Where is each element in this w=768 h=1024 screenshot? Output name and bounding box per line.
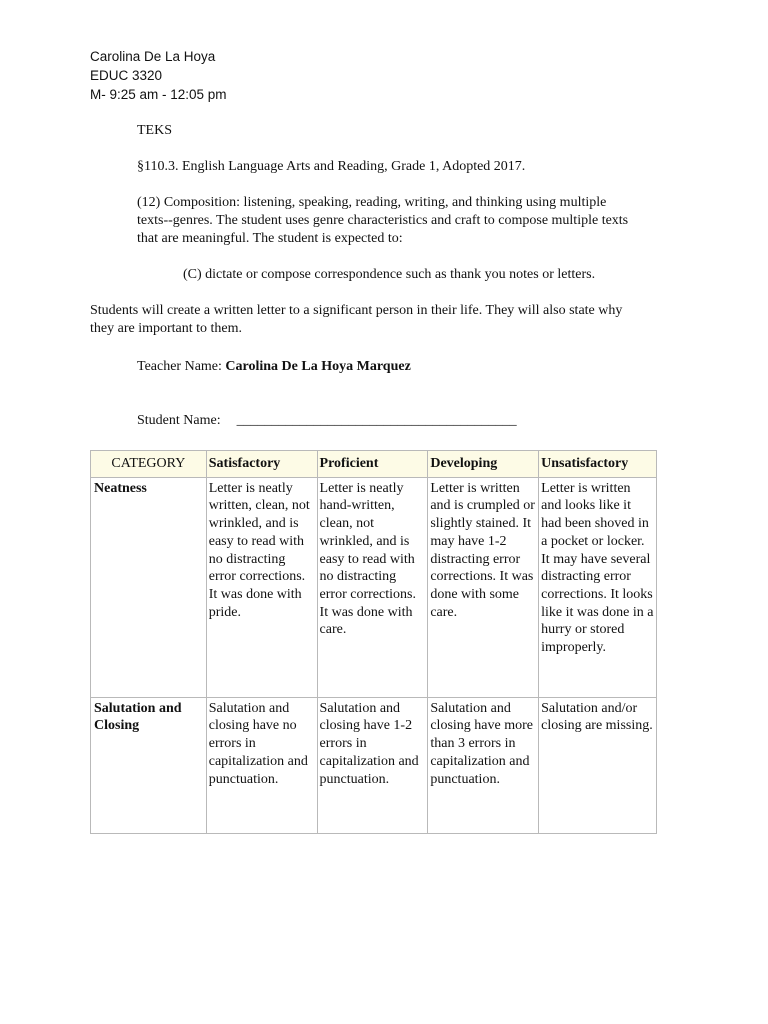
header-satisfactory: Satisfactory — [206, 451, 317, 478]
activity-description — [90, 302, 680, 338]
activity-line: they are important to them. — [90, 321, 243, 336]
rubric-cell: Letter is neatly hand-written, clean, not wrinkled, and is easy to read with no distracting error corrections. It was done with care. — [317, 477, 428, 697]
course-code: EDUC 3320 — [90, 68, 163, 83]
rubric-table — [90, 450, 657, 834]
rubric-cell: Salutation and closing have no errors in capitalization and punctuation. — [206, 697, 317, 833]
teacher-name-value: Carolina De La Hoya Marquez — [225, 359, 411, 374]
teks-heading: TEKS — [137, 123, 172, 138]
header-proficient: Proficient — [317, 451, 428, 478]
composition-line: (12) Composition: listening, speaking, reading, writing, and thinking using multiple — [137, 195, 607, 210]
rubric-cell: Salutation and closing have 1-2 errors in capitalization and punctuation. — [317, 697, 428, 833]
teks-section: §110.3. English Language Arts and Reading, Grade 1, Adopted 2017. — [137, 159, 526, 174]
header-category: CATEGORY — [91, 451, 207, 478]
composition-line: texts--genres. The student uses genre characteristics and craft to compose multiple texts — [137, 213, 629, 228]
rubric-cell: Letter is written and is crumpled or slightly stained. It may have 1-2 distracting error corrections. It was done with some care. — [428, 477, 539, 697]
header-developing: Developing — [428, 451, 539, 478]
student-name-blank: ________________________________________ — [236, 413, 517, 428]
table-row — [91, 697, 657, 833]
composition-line: that are meaningful. The student is expected to: — [137, 231, 403, 246]
student-name-line — [137, 412, 517, 430]
rubric-cell: Salutation and/or closing are missing. — [539, 697, 657, 833]
row-category: Neatness — [91, 477, 207, 697]
rubric-cell: Letter is neatly written, clean, not wrinkled, and is easy to read with no distracting error corrections. It was done with pride. — [206, 477, 317, 697]
header-unsatisfactory: Unsatisfactory — [539, 451, 657, 478]
rubric-header-row — [91, 451, 657, 478]
document-header — [90, 47, 227, 104]
student-name-label: Student Name: — [137, 413, 221, 428]
teacher-name-line — [137, 358, 411, 376]
author-name: Carolina De La Hoya — [90, 49, 216, 64]
teacher-name-label: Teacher Name: — [137, 359, 226, 374]
composition-standard — [137, 194, 677, 248]
rubric-cell: Letter is written and looks like it had been shoved in a pocket or locker. It may have several distracting error corrections. It looks like it was done in a hurry or stored improperly. — [539, 477, 657, 697]
row-category: Salutation and Closing — [91, 697, 207, 833]
rubric-cell: Salutation and closing have more than 3 errors in capitalization and punctuation. — [428, 697, 539, 833]
standard-item-c: (C) dictate or compose correspondence such as thank you notes or letters. — [183, 267, 596, 282]
table-row — [91, 477, 657, 697]
class-schedule: M- 9:25 am - 12:05 pm — [90, 87, 227, 102]
activity-line: Students will create a written letter to a significant person in their life. They will also state why — [90, 303, 623, 318]
